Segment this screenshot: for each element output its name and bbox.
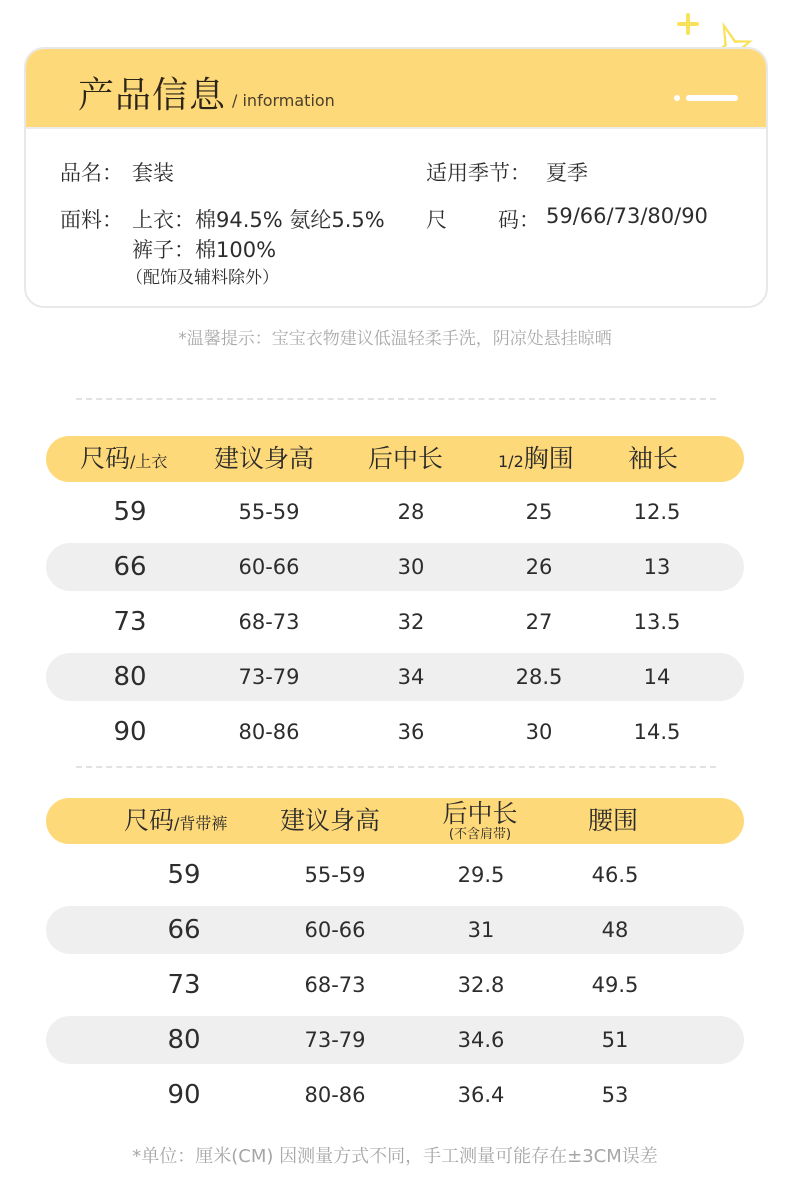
table-cell: 80-86	[304, 1083, 366, 1107]
table-cell: 55-59	[304, 863, 366, 887]
table-cell: 60-66	[238, 555, 300, 579]
care-tip: *温馨提示：宝宝衣物建议低温轻柔手洗，阴凉处悬挂晾晒	[178, 329, 612, 349]
table-row	[46, 488, 744, 536]
table-cell: 26	[525, 555, 553, 579]
header-waist: 腰围	[588, 806, 639, 835]
table-cell: 73-79	[304, 1028, 366, 1052]
header-height: 建议身高	[280, 806, 381, 835]
size-cell: 66	[167, 915, 201, 945]
header-bar	[686, 95, 738, 101]
header-size-suffix: /背带裤	[174, 814, 228, 833]
table-cell: 80-86	[238, 720, 300, 744]
table-cell: 34	[397, 665, 425, 689]
table-cell: 36.4	[457, 1083, 505, 1107]
table-row	[46, 653, 744, 701]
header-size-text: 尺码	[124, 806, 175, 835]
size-cell: 90	[167, 1080, 201, 1110]
header-chest-text: 胸围	[523, 444, 574, 473]
card-header	[26, 49, 766, 129]
table-cell: 36	[397, 720, 425, 744]
name-value: 套装	[132, 161, 174, 185]
header-dot	[674, 95, 680, 101]
table-cell: 34.6	[457, 1028, 505, 1052]
fabric-label: 面料：	[60, 208, 123, 232]
table-cell: 32.8	[457, 973, 505, 997]
table-cell: 46.5	[591, 863, 639, 887]
fabric-pants: 裤子：棉100%	[132, 238, 277, 262]
table-cell: 31	[467, 918, 495, 942]
header-chest	[498, 436, 574, 482]
product-info-card	[24, 47, 768, 308]
header-size	[124, 798, 227, 844]
table-cell: 51	[601, 1028, 629, 1052]
fabric-top: 上衣：棉94.5% 氨纶5.5%	[132, 208, 385, 232]
table-cell: 28.5	[515, 665, 563, 689]
table-cell: 25	[525, 500, 553, 524]
table-row	[46, 598, 744, 646]
table-cell: 29.5	[457, 863, 505, 887]
divider	[76, 398, 716, 400]
footer-note: *单位：厘米(CM) 因测量方式不同，手工测量可能存在±3CM误差	[132, 1146, 658, 1167]
header-back-length	[442, 800, 517, 842]
table-row	[46, 906, 744, 954]
header-chest-prefix: 1/2	[498, 452, 524, 471]
header-back-length-note: (不含肩带)	[448, 827, 512, 842]
table-cell: 68-73	[304, 973, 366, 997]
header-size-text: 尺码	[80, 444, 131, 473]
size-value: 59/66/73/80/90	[546, 204, 708, 228]
header-height: 建议身高	[214, 444, 315, 473]
size-cell: 73	[113, 607, 147, 637]
season-label: 适用季节：	[426, 161, 531, 185]
table-row	[46, 543, 744, 591]
name-label: 品名：	[60, 161, 123, 185]
table-row	[46, 708, 744, 756]
season-value: 夏季	[546, 161, 588, 185]
card-title: 产品信息	[78, 75, 227, 116]
table-cell: 27	[525, 610, 553, 634]
table-cell: 73-79	[238, 665, 300, 689]
table-row	[46, 1071, 744, 1119]
table-cell: 14.5	[633, 720, 681, 744]
bottom-table-header	[46, 798, 744, 844]
table-cell: 60-66	[304, 918, 366, 942]
header-size-suffix: /上衣	[130, 452, 168, 471]
top-table-header	[46, 436, 744, 482]
header-size	[80, 436, 167, 482]
size-label-1: 尺	[426, 208, 447, 232]
card-subtitle: / information	[232, 91, 335, 110]
table-cell: 12.5	[633, 500, 681, 524]
header-back-length: 后中长	[368, 444, 444, 473]
table-cell: 13.5	[633, 610, 681, 634]
size-cell: 80	[167, 1025, 201, 1055]
table-cell: 30	[397, 555, 425, 579]
table-cell: 32	[397, 610, 425, 634]
size-cell: 59	[167, 860, 201, 890]
table-row	[46, 1016, 744, 1064]
table-cell: 14	[643, 665, 671, 689]
size-cell: 66	[113, 552, 147, 582]
size-cell: 80	[113, 662, 147, 692]
table-cell: 48	[601, 918, 629, 942]
table-cell: 30	[525, 720, 553, 744]
table-row	[46, 851, 744, 899]
size-cell: 59	[113, 497, 147, 527]
table-cell: 13	[643, 555, 671, 579]
fabric-note: （配饰及辅料除外）	[126, 268, 279, 288]
table-cell: 28	[397, 500, 425, 524]
size-label-2: 码：	[498, 208, 540, 232]
size-cell: 73	[167, 970, 201, 1000]
header-sleeve: 袖长	[628, 444, 679, 473]
divider	[76, 766, 716, 768]
size-cell: 90	[113, 717, 147, 747]
table-cell: 55-59	[238, 500, 300, 524]
header-back-length-text: 后中长	[442, 799, 518, 828]
table-cell: 68-73	[238, 610, 300, 634]
table-row	[46, 961, 744, 1009]
table-cell: 53	[601, 1083, 629, 1107]
table-cell: 49.5	[591, 973, 639, 997]
